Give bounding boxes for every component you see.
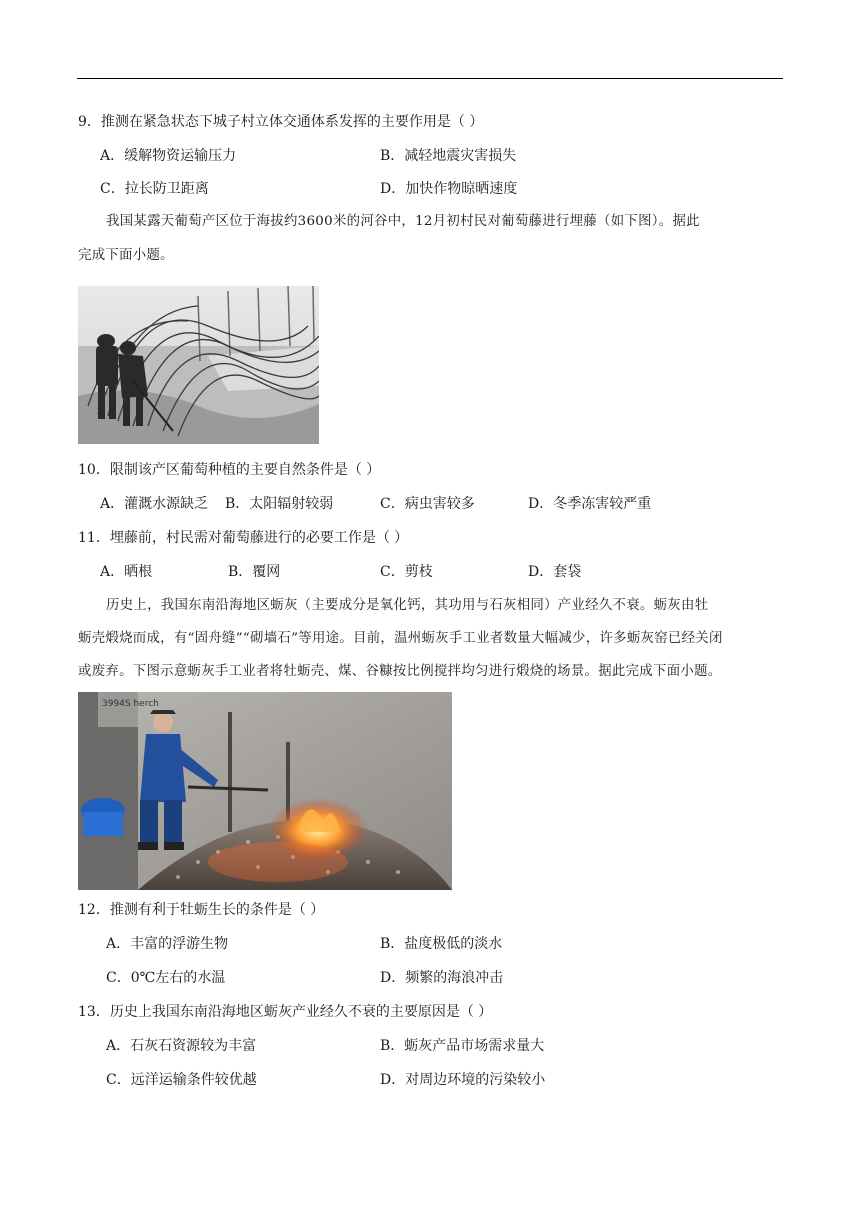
q9-option-d[interactable]: D．加快作物晾晒速度 — [380, 181, 518, 197]
passage-oyster-lime — [78, 596, 784, 682]
q12-option-d[interactable]: D．频繁的海浪冲击 — [380, 970, 504, 986]
q13-option-a[interactable]: A．石灰石资源较为丰富 — [106, 1038, 257, 1054]
q11-option-b[interactable]: B．覆网 — [228, 564, 281, 580]
q9-option-c[interactable]: C．拉长防卫距离 — [100, 181, 209, 197]
passage2-line2: 蛎壳煅烧而成，有“固舟缝”“砌墙石”等用途。目前，温州蛎灰手工业者数量大幅减少，许多蛎灰窑已经关闭 — [78, 631, 723, 646]
q12-option-b[interactable]: B．盐度极低的淡水 — [380, 936, 503, 952]
question-11-stem: 11．埋藤前，村民需对葡萄藤进行的必要工作是（ ） — [78, 530, 409, 546]
q10-option-d[interactable]: D．冬季冻害较严重 — [528, 496, 652, 512]
q11-option-d[interactable]: D．套袋 — [528, 564, 582, 580]
q13-option-b[interactable]: B．蛎灰产品市场需求量大 — [380, 1038, 545, 1054]
q11-option-a[interactable]: A．晒根 — [100, 564, 153, 580]
question-13-stem: 13．历史上我国东南沿海地区蛎灰产业经久不衰的主要原因是（ ） — [78, 1004, 493, 1020]
q10-option-b[interactable]: B．太阳辐射较弱 — [225, 496, 334, 512]
wall-scrawl-text: 3994S herch — [102, 699, 159, 709]
passage2-line3: 或废弃。下图示意蛎灰手工业者将牡蛎壳、煤、谷糠按比例搅拌均匀进行煅烧的场景。据此完成下面小题。 — [78, 664, 722, 679]
question-12-stem: 12．推测有利于牡蛎生长的条件是（ ） — [78, 902, 325, 918]
grapevine-burial-photo — [78, 286, 319, 444]
passage2-line1: 历史上，我国东南沿海地区蛎灰（主要成分是氧化钙，其功用与石灰相同）产业经久不衰。蛎灰由牡 — [106, 598, 709, 613]
q13-option-c[interactable]: C．远洋运输条件较优越 — [106, 1072, 257, 1088]
question-9-stem: 9．推测在紧急状态下城子村立体交通体系发挥的主要作用是（ ） — [78, 114, 484, 130]
question-10-stem: 10．限制该产区葡萄种植的主要自然条件是（ ） — [78, 462, 381, 478]
q12-option-a[interactable]: A．丰富的浮游生物 — [106, 936, 229, 952]
q13-option-d[interactable]: D．对周边环境的污染较小 — [380, 1072, 546, 1088]
passage-grape-burial — [78, 212, 784, 266]
q11-option-c[interactable]: C．剪枝 — [380, 564, 433, 580]
q10-option-c[interactable]: C．病虫害较多 — [380, 496, 475, 512]
passage1-line1: 我国某露天葡萄产区位于海拔约3600米的河谷中，12月初村民对葡萄藤进行埋藤（如下图）。据此 — [106, 214, 700, 229]
header-rule — [77, 78, 783, 79]
q9-option-b[interactable]: B．减轻地震灾害损失 — [380, 148, 517, 164]
passage1-line2: 完成下面小题。 — [78, 248, 174, 263]
q12-option-c[interactable]: C．0℃左右的水温 — [106, 970, 226, 986]
q10-option-a[interactable]: A．灌溉水源缺乏 — [100, 496, 209, 512]
oyster-shell-calcining-photo — [78, 692, 452, 890]
q9-option-a[interactable]: A．缓解物资运输压力 — [100, 148, 237, 164]
